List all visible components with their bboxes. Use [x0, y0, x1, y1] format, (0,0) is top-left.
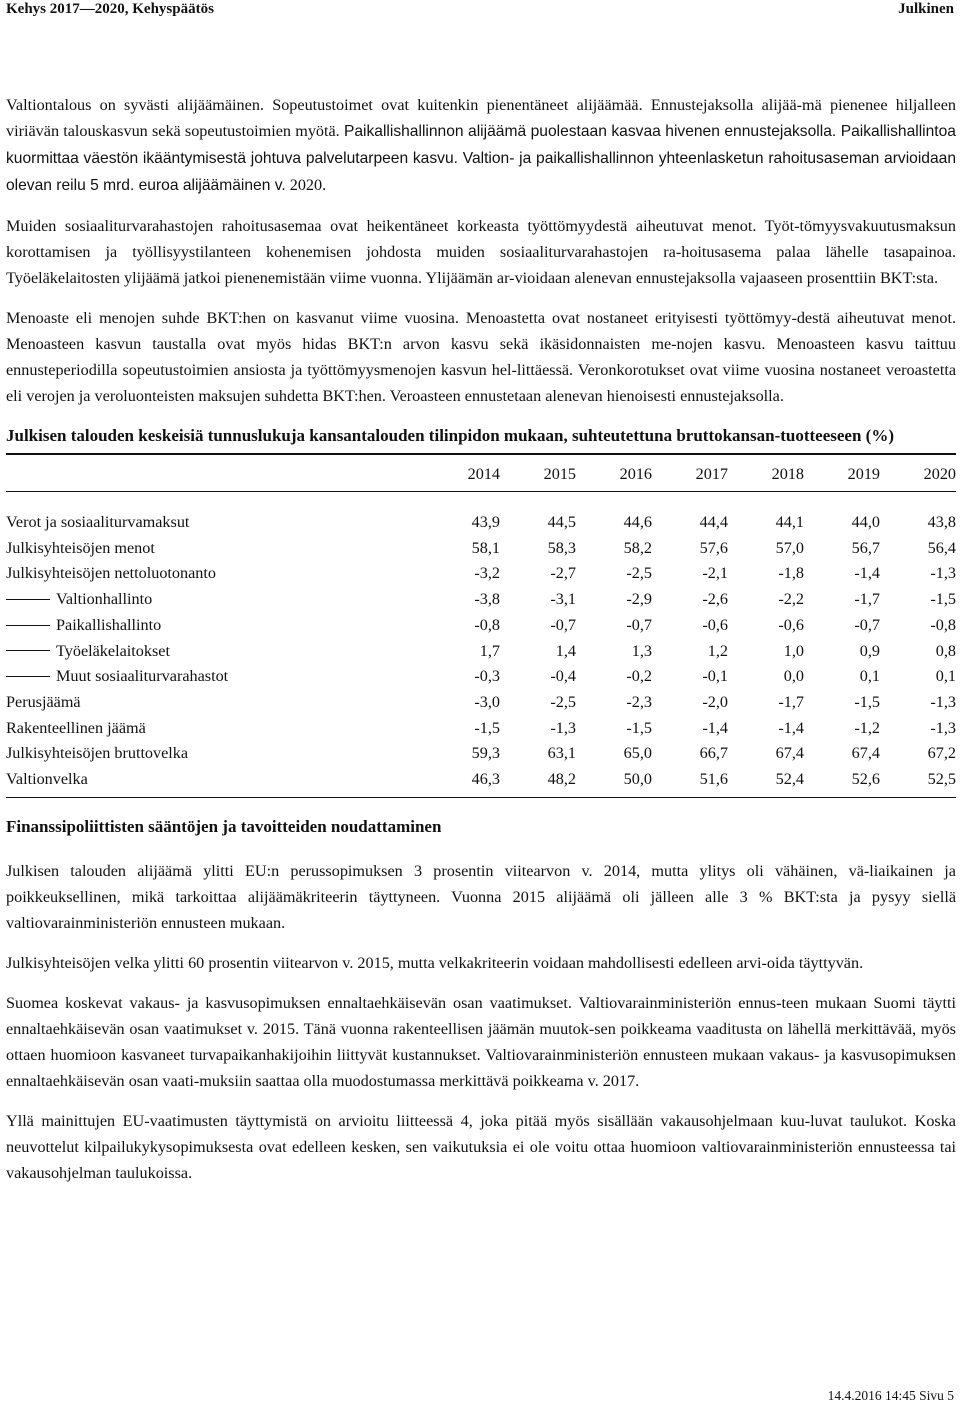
document-body	[6, 92, 956, 1200]
table-cell: -0,7	[626, 615, 652, 634]
table-cell: 0,8	[935, 641, 956, 660]
table-cell: -0,6	[702, 615, 728, 634]
table-cell: -0,2	[626, 667, 652, 686]
header-document-title: Kehys 2017—2020, Kehyspäätös	[6, 1, 214, 17]
row-label-cell	[6, 639, 424, 665]
row-label-cell	[6, 741, 424, 767]
paragraph-stability-programme: Yllä mainittujen EU-vaatimusten täyttymistä on arvioitu liitteessä 4, joka pitää myös sisällään vakausohjelmaan kuu-luvat taulukot. Koska neuvottelut kilpailukykysopimuksesta ovat edelleen kesken, sen vaikutuksia ei ole voitu ottaa huomioon valtiovarainministeriön ennusteessa tai vakausohjelman taulukoissa.	[6, 1111, 956, 1182]
table-cell: -1,4	[854, 564, 880, 583]
row-label-cell	[6, 613, 424, 639]
table-row	[6, 716, 956, 742]
sub-item-dash	[6, 676, 50, 677]
table-cell: -0,1	[702, 667, 728, 686]
table-cell: -1,5	[930, 590, 956, 609]
table-cell: -1,4	[702, 718, 728, 737]
table-cell: -3,2	[474, 564, 500, 583]
table-row	[6, 536, 956, 562]
table-row	[6, 587, 956, 613]
row-label: Rakenteellinen jäämä	[6, 718, 146, 737]
table-cell: 43,9	[471, 513, 500, 531]
table-cell: 0,1	[935, 667, 956, 686]
table-cell: -1,3	[930, 692, 956, 711]
table-header-year: 2020	[880, 454, 956, 492]
table-cell: -3,0	[474, 692, 500, 711]
row-label: Verot ja sosiaaliturvamaksut	[6, 513, 190, 531]
table-cell: -1,5	[854, 692, 880, 711]
table-row	[6, 664, 956, 690]
row-label-cell	[6, 690, 424, 716]
table-cell: 67,4	[851, 744, 880, 763]
table-cell: 1,7	[479, 641, 500, 660]
sub-item-dash	[6, 625, 50, 626]
table-header-year: 2017	[652, 454, 728, 492]
table-cell: -1,5	[474, 718, 500, 737]
table-cell: 0,9	[859, 641, 880, 660]
paragraph-text: 2020.	[289, 176, 327, 194]
table-cell: 1,0	[783, 641, 804, 660]
table-cell: 58,3	[547, 538, 576, 557]
table-body	[6, 492, 956, 798]
table-cell: -2,2	[778, 590, 804, 609]
table-row	[6, 561, 956, 587]
row-label: Muut sosiaaliturvarahastot	[56, 667, 229, 686]
row-label-cell	[6, 664, 424, 690]
table-header-year: 2018	[728, 454, 804, 492]
table-cell: -3,8	[474, 590, 500, 609]
table-row	[6, 741, 956, 767]
table-cell: -1,3	[930, 718, 956, 737]
table-cell: 44,5	[547, 513, 576, 531]
table-row	[6, 613, 956, 639]
table-cell: 52,4	[728, 767, 804, 797]
table-row	[6, 492, 956, 536]
row-label-cell	[6, 492, 424, 536]
row-label-cell	[6, 536, 424, 562]
table-cell: 46,3	[424, 767, 500, 797]
table-cell: 67,2	[927, 744, 956, 763]
table-cell: -2,5	[626, 564, 652, 583]
table-cell: -1,7	[854, 590, 880, 609]
table-header-label	[6, 454, 424, 492]
table-cell: 66,7	[699, 744, 728, 763]
table-cell: -0,3	[474, 667, 500, 686]
paragraph-state-finances	[6, 92, 956, 199]
table-cell: 63,1	[547, 744, 576, 763]
header-classification: Julkinen	[898, 1, 954, 17]
table-cell: -2,7	[550, 564, 576, 583]
paragraph-text: Valtiontalous on syvästi alijäämäinen. Sopeutustoimet ovat kuitenkin pienentäneet alijäämää. Ennustejaksolla alijää-mä pienenee hiljalleen viriävän talouskasvun sekä sopeutustoimien myötä.	[6, 96, 956, 140]
table-cell: -0,7	[550, 615, 576, 634]
sub-item-dash	[6, 650, 50, 651]
table-cell: 50,0	[576, 767, 652, 797]
table-cell: 1,4	[555, 641, 576, 660]
page-footer: 14.4.2016 14:45 Sivu 5	[827, 1388, 954, 1403]
row-label-cell	[6, 561, 424, 587]
table-cell: 57,6	[699, 538, 728, 557]
table-cell: -1,2	[854, 718, 880, 737]
table-cell: -1,5	[626, 718, 652, 737]
table-cell: 65,0	[623, 744, 652, 763]
row-label: Valtionvelka	[6, 770, 88, 789]
paragraph-text-sans: Paikallishallinnon alijäämä puolestaan kasvaa hivenen ennustejaksolla. Paikallishallintoa kuormittaa väestön ikääntymisestä johtuva palvelutarpeen kasvu. Valtion- ja paikallishallinnon yhteenlasketun rahoitusaseman arvioidaan olevan reilu 5 mrd. euroa alijäämäinen v.	[6, 123, 956, 194]
row-label-cell	[6, 767, 424, 797]
row-label: Julkisyhteisöjen bruttovelka	[6, 744, 189, 763]
table-header-year: 2015	[500, 454, 576, 492]
table-cell: 44,1	[775, 513, 804, 531]
table-cell: 58,2	[623, 538, 652, 557]
table-cell: 0,1	[859, 667, 880, 686]
row-label: Perusjäämä	[6, 692, 81, 711]
table-header-year: 2016	[576, 454, 652, 492]
table-cell: 56,7	[851, 538, 880, 557]
paragraph-deficit-criterion: Julkisen talouden alijäämä ylitti EU:n perussopimuksen 3 prosentin viitearvon v. 2014, mutta ylitys oli vähäinen, vä-liaikainen ja poikkeuksellinen, mikä tarkoittaa alijäämäkriteerin täyttyneen. Vuonna 2015 alijäämä oli jälleen alle 3 % BKT:sta ja pysyy siellä valtiovarainministeriön ennusteen mukaan.	[6, 861, 956, 932]
table-cell: -1,3	[930, 564, 956, 583]
table-cell: 51,6	[652, 767, 728, 797]
running-header	[6, 0, 954, 20]
table-cell: -0,8	[930, 615, 956, 634]
table-cell: -2,5	[550, 692, 576, 711]
table-cell: 59,3	[471, 744, 500, 763]
table-cell: 56,4	[927, 538, 956, 557]
table-cell: -2,6	[702, 590, 728, 609]
table-cell: 52,5	[880, 767, 956, 797]
table-header-row	[6, 454, 956, 492]
table-cell: 44,4	[699, 513, 728, 531]
table-cell: 0,0	[783, 667, 804, 686]
paragraph-expenditure-ratio: Menoaste eli menojen suhde BKT:hen on kasvanut viime vuosina. Menoastetta ovat nostaneet erityisesti työttömyy-destä aiheutuvat menot. Menoasteen kasvun taustalla ovat myös hidas BKT:n arvon kasvu sekä ikäsidonnaisten me-nojen kasvu. Menoasteen kasvu taittuu ennusteperiodilla sopeutustoimien ansiosta ja työttömyysmenojen kasvun hel-littäessä. Veronkorotukset ovat viime vuosina nostaneet veroastetta eli verojen ja veroluonteisten maksujen suhdetta BKT:hen. Veroasteen ennustetaan alenevan hienoisesti ennustejaksolla.	[6, 309, 956, 405]
table-cell: -0,4	[550, 667, 576, 686]
table-cell: 67,4	[775, 744, 804, 763]
table-row	[6, 639, 956, 665]
section-title: Finanssipoliittisten sääntöjen ja tavoitteiden noudattaminen	[6, 816, 442, 836]
table-cell: -0,6	[778, 615, 804, 634]
table-cell: -3,1	[550, 590, 576, 609]
table-cell: -2,1	[702, 564, 728, 583]
paragraph-preventive-arm: Suomea koskevat vakaus- ja kasvusopimuksen ennaltaehkäisevän osan vaatimukset. Valtiovarainministeriön ennus-teen mukaan Suomi täytti ennaltaehkäisevän osan vaatimukset v. 2015. Tänä vuonna rakenteellisen jäämän muutok-sen poikkeama vaaditusta on lähellä merkittävää, myös ottaen huomioon kasvaneet turvapaikanhakijoihin liittyvät kustannukset. Valtiovarainministeriön ennusteen mukaan vakaus- ja kasvusopimuksen ennaltaehkäisevän osan vaati-muksiin saattaa olla muodostumassa merkittävä poikkeama v. 2017.	[6, 993, 956, 1090]
table-header-year: 2019	[804, 454, 880, 492]
sub-item-dash	[6, 599, 50, 600]
paragraph-debt-criterion: Julkisyhteisöjen velka ylitti 60 prosentin viitearvon v. 2015, mutta velkakriteerin voidaan mahdollisesti edelleen arvi-oida täyttyvän.	[6, 953, 864, 972]
row-label: Julkisyhteisöjen menot	[6, 538, 155, 557]
table-cell: -1,4	[778, 718, 804, 737]
table-cell: 48,2	[500, 767, 576, 797]
table-cell: -1,8	[778, 564, 804, 583]
table-cell: 1,3	[631, 641, 652, 660]
table-cell: -1,3	[550, 718, 576, 737]
key-figures-table	[6, 453, 956, 798]
row-label: Paikallishallinto	[56, 615, 162, 634]
row-label-cell	[6, 587, 424, 613]
table-cell: -0,7	[854, 615, 880, 634]
table-header-year: 2014	[424, 454, 500, 492]
table-cell: -2,3	[626, 692, 652, 711]
row-label: Valtionhallinto	[56, 590, 153, 609]
table-cell: -2,9	[626, 590, 652, 609]
table-cell: 57,0	[775, 538, 804, 557]
table-row	[6, 767, 956, 797]
table-title: Julkisen talouden keskeisiä tunnuslukuja kansantalouden tilinpidon mukaan, suhteutettuna bruttokansan-tuotteeseen (%)	[6, 426, 895, 445]
table-cell: -0,8	[474, 615, 500, 634]
table-cell: 52,6	[804, 767, 880, 797]
table-cell: 43,8	[927, 513, 956, 531]
row-label: Työeläkelaitokset	[56, 641, 170, 660]
table-cell: 44,0	[851, 513, 880, 531]
row-label-cell	[6, 716, 424, 742]
table-cell: 44,6	[623, 513, 652, 531]
row-label: Julkisyhteisöjen nettoluotonanto	[6, 564, 216, 583]
table-row	[6, 690, 956, 716]
table-cell: 58,1	[471, 538, 500, 557]
paragraph-social-security-funds: Muiden sosiaaliturvarahastojen rahoitusasemaa ovat heikentäneet korkeasta työttömyydestä aiheutuvat menot. Työt-tömyysvakuutusmaksun korottamisen ja työllisyystilanteen kohenemisen johdosta muiden sosiaaliturvarahastojen ra-hoitusasema palaa lähelle tasapainoa. Työeläkelaitosten ylijäämä jatkoi pienenemistään viime vuonna. Ylijäämän ar-vioidaan alenevan ennustejaksolla vajaaseen prosenttiin BKT:sta.	[6, 217, 956, 287]
table-cell: -1,7	[778, 692, 804, 711]
table-cell: 1,2	[707, 641, 728, 660]
table-cell: -2,0	[702, 692, 728, 711]
